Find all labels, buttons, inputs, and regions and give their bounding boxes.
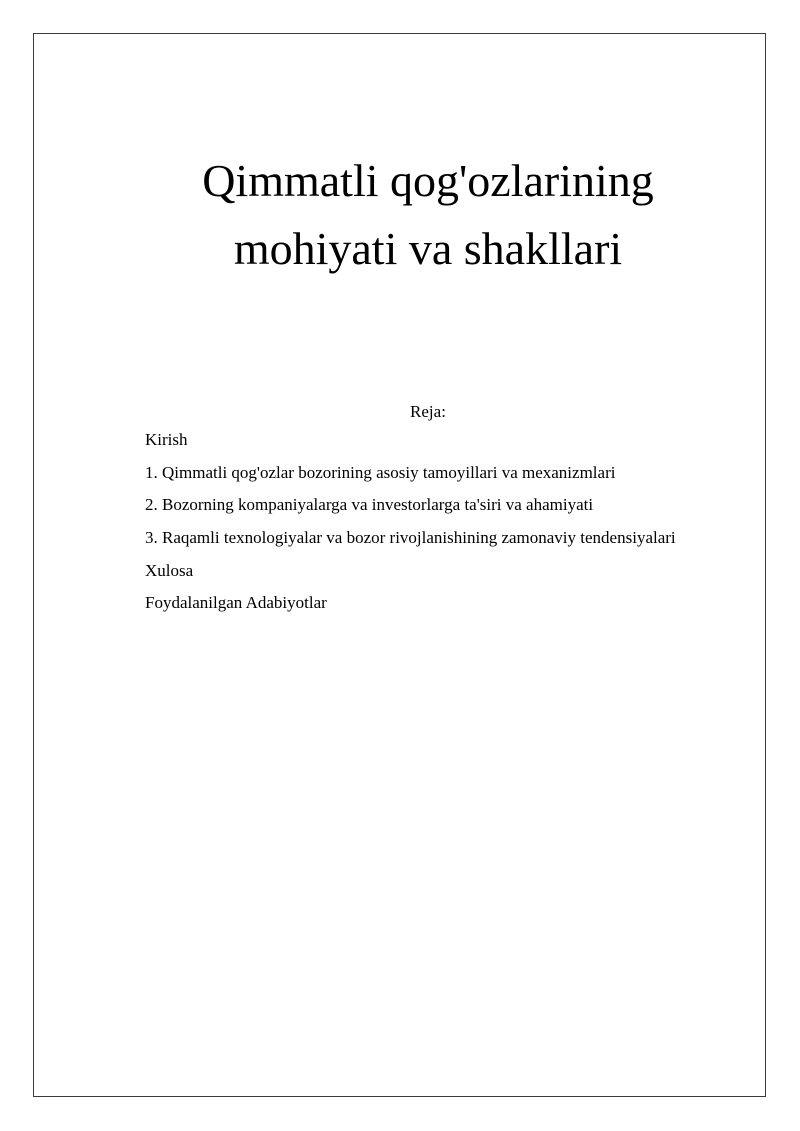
plan-item-introduction: Kirish [145, 430, 188, 449]
plan-item-references: Foydalanilgan Adabiyotlar [145, 593, 327, 613]
plan-item-conclusion: Xulosa [145, 560, 194, 580]
title-line-1: Qimmatli qog'ozlarining [202, 155, 654, 206]
plan-item-2: 2. Bozorning kompaniyalarga va investorlarga ta'siri va ahamiyati [145, 495, 594, 515]
plan-item-1: 1. Qimmatli qog'ozlar bozorining asosiy tamoyillari va mexanizmlari [145, 462, 616, 482]
plan-list [145, 430, 676, 626]
title-line-2: mohiyati va shakllari [233, 223, 623, 274]
plan-item-3: 3. Raqamli texnologiyalar va bozor rivojlanishining zamonaviy tendensiyalari [145, 528, 676, 548]
plan-heading: Reja: [410, 402, 446, 421]
